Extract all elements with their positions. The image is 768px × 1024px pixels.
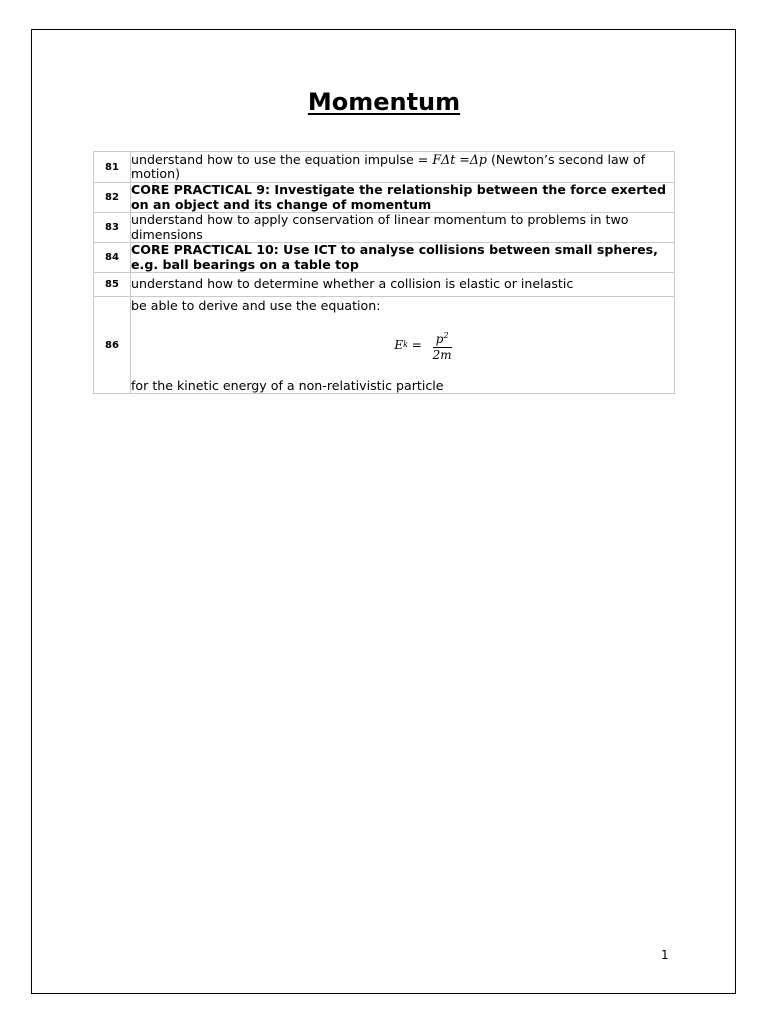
table-row: [94, 152, 675, 183]
table-row: [94, 213, 675, 243]
row-text: CORE PRACTICAL 9: Investigate the relationship between the force exerted on an object and its change of momentum: [131, 183, 675, 213]
row-number: 81: [94, 152, 131, 183]
row-text: understand how to apply conservation of linear momentum to problems in two dimensions: [131, 213, 675, 243]
row-text: CORE PRACTICAL 10: Use ICT to analyse collisions between small spheres, e.g. ball bearings on a table top: [131, 243, 675, 273]
table-row: [94, 243, 675, 273]
row-text: [131, 297, 675, 394]
impulse-equation: FΔt =Δp: [432, 151, 487, 167]
table-row: [94, 273, 675, 297]
derive-text: be able to derive and use the equation:: [131, 298, 381, 313]
table-row: [94, 297, 675, 394]
row-number: 82: [94, 183, 131, 213]
row-text: understand how to use the equation impulse = FΔt =Δp (Newton’s second law of motion): [131, 152, 675, 183]
row-number: 86: [94, 297, 131, 394]
row-number: 83: [94, 213, 131, 243]
spec-table: [93, 151, 675, 394]
row-number: 84: [94, 243, 131, 273]
page-number: 1: [661, 948, 669, 962]
table-row: [94, 183, 675, 213]
page-title: Momentum: [307, 88, 461, 116]
row-number: 85: [94, 273, 131, 297]
particle-text: for the kinetic energy of a non-relativistic particle: [131, 377, 444, 393]
kinetic-energy-formula: E k = $\frac{p^2}{2m}$: [131, 328, 674, 363]
row-text: understand how to determine whether a collision is elastic or inelastic: [131, 273, 675, 297]
